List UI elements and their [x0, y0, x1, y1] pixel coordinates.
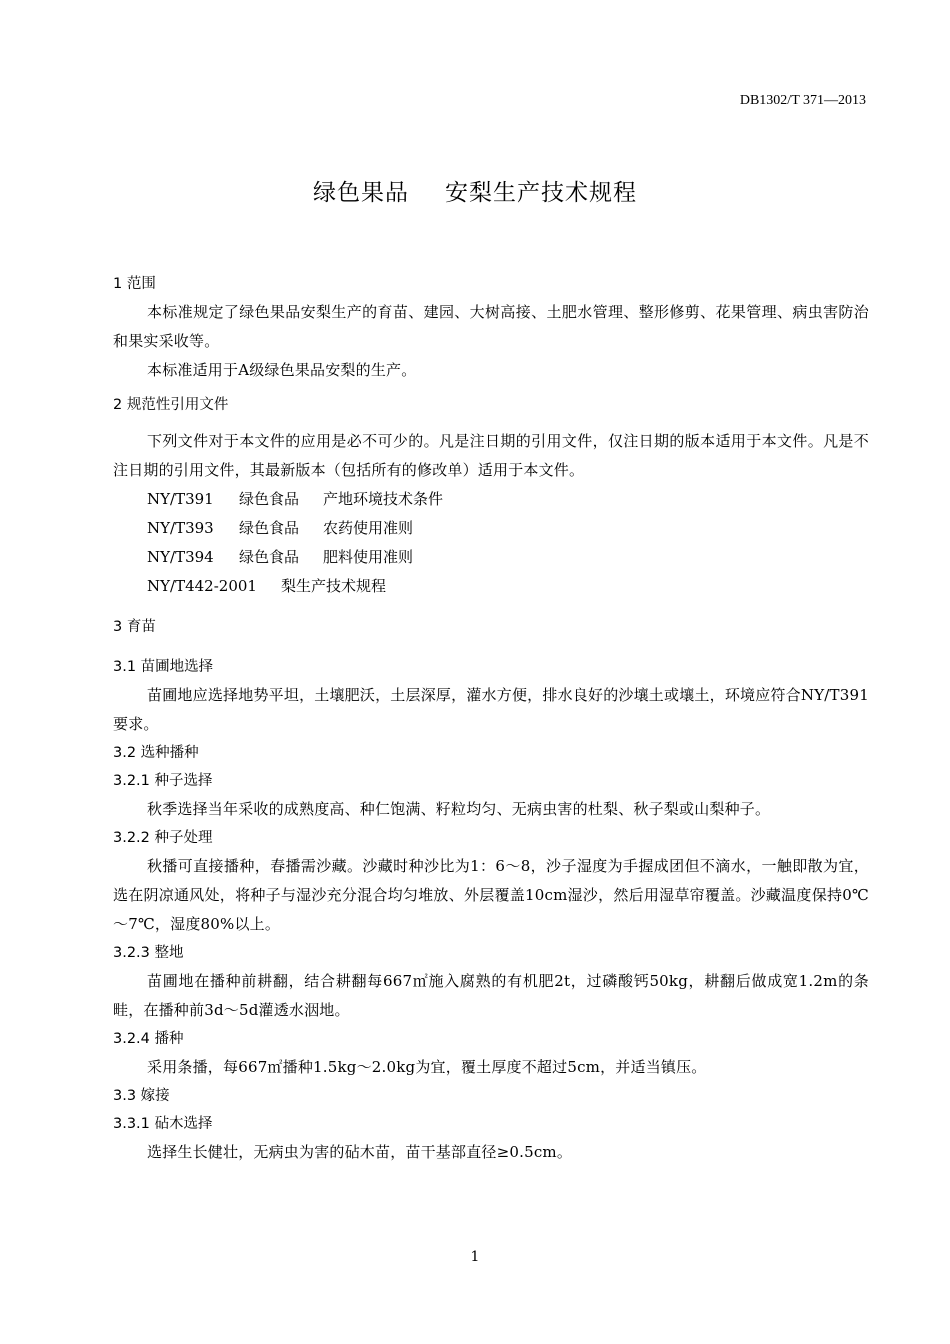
reference-code: NY/T394 [147, 548, 214, 566]
subsection-heading: 3.3 嫁接 [113, 1088, 170, 1104]
standard-code: DB1302/T 371—2013 [739, 93, 866, 108]
paragraph: 苗圃地应选择地势平坦，土壤肥沃，土层深厚，灌水方便，排水良好的沙壤土或壤土，环境应符合NY/T391要求。 [113, 686, 869, 733]
reference-title: 绿色食品 [239, 519, 300, 537]
paragraph: 选择生长健壮，无病虫为害的砧木苗，苗干基部直径≥0.5cm。 [147, 1143, 573, 1161]
reference-item [147, 485, 869, 514]
paragraph: 本标准适用于A级绿色果品安梨的生产。 [147, 361, 417, 379]
reference-item [147, 543, 869, 572]
paragraph: 秋播可直接播种，春播需沙藏。沙藏时种沙比为1：6～8，沙子湿度为手握成团但不滴水，一触即散为宜，选在阴凉通风处，将种子与湿沙充分混合均匀堆放、外层覆盖10cm湿沙，然后用湿草帘覆盖。沙藏温度保持0℃～7℃，湿度80%以上。 [113, 857, 869, 933]
reference-code: NY/T391 [147, 490, 214, 508]
section-heading: 2 规范性引用文件 [113, 397, 229, 413]
subsection-heading: 3.1 苗圃地选择 [113, 659, 214, 675]
paragraph: 采用条播，每667㎡播种1.5kg～2.0kg为宜，覆土厚度不超过5cm，并适当镇压。 [147, 1058, 707, 1076]
subsection-heading: 3.2.4 播种 [113, 1031, 184, 1047]
document-body [113, 270, 869, 1167]
reference-item [147, 514, 869, 543]
paragraph: 苗圃地在播种前耕翻，结合耕翻每667㎡施入腐熟的有机肥2t，过磷酸钙50kg，耕翻后做成宽1.2m的条畦，在播种前3d～5d灌透水洇地。 [113, 972, 869, 1019]
reference-subtitle: 产地环境技术条件 [323, 490, 444, 508]
reference-subtitle: 农药使用准则 [323, 519, 414, 537]
title-part-2: 安梨生产技术规程 [445, 180, 637, 206]
title-part-1: 绿色果品 [313, 180, 409, 206]
subsection-heading: 3.2.1 种子选择 [113, 773, 213, 789]
section-heading: 1 范围 [113, 276, 156, 292]
section-heading: 3 育苗 [113, 619, 156, 635]
page-number: 1 [470, 1249, 480, 1265]
reference-title: 绿色食品 [239, 490, 300, 508]
reference-subtitle: 肥料使用准则 [323, 548, 414, 566]
reference-code: NY/T393 [147, 519, 214, 537]
paragraph: 本标准规定了绿色果品安梨生产的育苗、建园、大树高接、土肥水管理、整形修剪、花果管理、病虫害防治和果实采收等。 [113, 303, 869, 350]
paragraph: 秋季选择当年采收的成熟度高、种仁饱满、籽粒均匀、无病虫害的杜梨、秋子梨或山梨种子。 [147, 800, 771, 818]
document-title [0, 174, 950, 207]
subsection-heading: 3.2.3 整地 [113, 945, 184, 961]
subsection-heading: 3.2.2 种子处理 [113, 830, 213, 846]
subsection-heading: 3.3.1 砧木选择 [113, 1116, 213, 1132]
paragraph: 下列文件对于本文件的应用是必不可少的。凡是注日期的引用文件，仅注日期的版本适用于本文件。凡是不注日期的引用文件，其最新版本（包括所有的修改单）适用于本文件。 [113, 432, 869, 479]
reference-code: NY/T442-2001 [147, 577, 257, 595]
reference-item [147, 572, 869, 601]
reference-title: 梨生产技术规程 [281, 577, 387, 595]
subsection-heading: 3.2 选种播种 [113, 745, 199, 761]
reference-title: 绿色食品 [239, 548, 300, 566]
